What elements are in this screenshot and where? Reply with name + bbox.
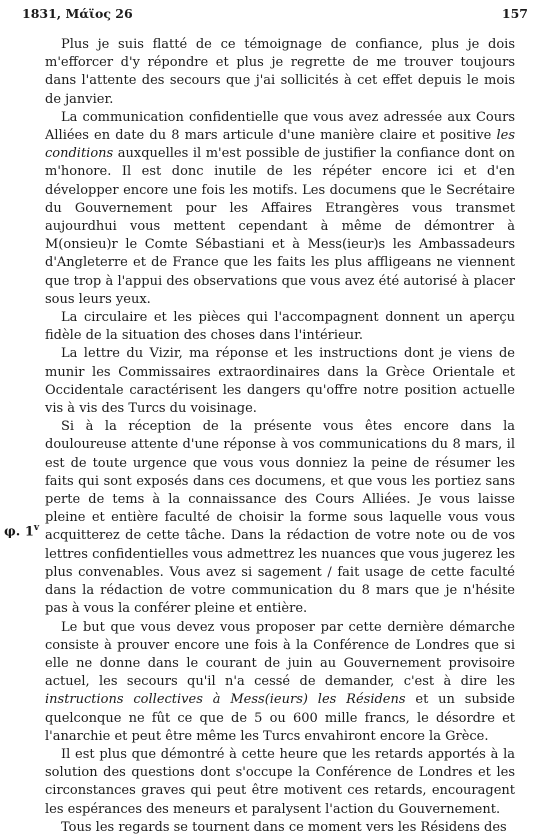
folio-label: φ. 1 — [4, 524, 34, 540]
paragraph — [45, 309, 515, 345]
text-run: Si à la réception de la présente vous êtes encore dans la douloureuse attente d'une réponse à vos communications du 8 mars, il est de toute urgence que vous vous donniez la peine de résumer les faits qui sont exposés dans ces documens, et que vous les portiez sans perte de tems à la connaissance des Cours Alliées. Je vous laisse pleine et entière faculté de choisir la forme sous laquelle vous vous acquitterez de cette tâche. Dans la rédaction de votre note ou de vos lettres confidentielles vous admettrez les nuances que vous jugerez les plus convenables. Vous avez si sagement / fait usage de cette faculté dans la rédaction de votre communication du 8 mars que je n'hésite pas à vous la conférer pleine et entière. — [45, 419, 515, 617]
text-run: La circulaire et les pièces qui l'accompagnent donnent un aperçu fidèle de la situation des choses dans l'intérieur. — [45, 310, 515, 344]
text-run: La lettre du Vizir, ma réponse et les instructions dont je viens de munir les Commissaires extraordinaires dans la Grèce Orientale et Occidentale caractérisent les dangers qu'offre notre position actuelle vis à vis des Turcs du voisinage. — [45, 346, 515, 417]
letter-body — [45, 36, 515, 837]
text-run: La communication confidentielle que vous avez adressée aux Cours Alliées en date du 8 mars articule d'une manière claire et positive — [45, 109, 515, 144]
folio-verso: v — [33, 523, 40, 533]
margin-folio-note — [4, 523, 39, 539]
paragraph — [45, 345, 515, 418]
text-run: Le but que vous devez vous proposer par cette dernière démarche consiste à prouver encore une fois à la Conférence de Londres que si elle ne donne dans le courant de juin au Gouvernement provisoire actuel, les secours qu'il n'a cessé de demander, c'est à dire les — [45, 619, 515, 690]
paragraph — [45, 819, 515, 837]
running-header — [22, 6, 528, 26]
paragraph — [45, 36, 515, 109]
text-run: et un subside quelconque ne fût ce que de 5 ou 600 mille francs, le désordre et l'anarchie et peut être même les Turcs envahiront encore la Grèce. — [45, 692, 515, 744]
header-date: 1831, Μάϊος 26 — [22, 6, 133, 21]
text-run: Il est plus que démontré à cette heure que les retards apportés à la solution des questions dont s'occupe la Conférence de Londres et les circonstances graves qui peut être motivent ces retards, encouragent les espérances des meneurs et paralysent l'action du Gouvernement. — [45, 746, 515, 817]
italic-text: instructions collectives à Mess(ieurs) les Résidens — [45, 692, 406, 708]
text-run: Plus je suis flatté de ce témoignage de confiance, plus je dois m'efforcer d'y répondre et plus je regrette de me trouver toujours dans l'attente des secours que j'ai sollicités à cet effet depuis le mois de janvier. — [45, 37, 515, 107]
paragraph — [45, 619, 515, 746]
paragraph — [45, 418, 515, 618]
paragraph — [45, 109, 515, 309]
text-run: auxquelles il m'est possible de justifier la confiance dont on m'honore. Il est donc inutile de les répéter encore ici et d'en développer encore une fois les motifs. Les documens que le Secrétaire du Gouvernement pour les Affaires Etrangères vous transmet aujourdhui vous mettent cependant à même de démontrer à M(onsieu)r le Comte Sébastiani et à Mess(ieur)s les Ambassadeurs d'Angleterre et de France que les faits les plus affligeans ne viennent que trop à l'appui des observations que vous avez été autorisé à placer sous leurs yeux. — [45, 146, 515, 307]
italic-text: les conditions — [45, 128, 515, 162]
paragraph — [45, 746, 515, 819]
page-number: 157 — [501, 6, 528, 21]
text-run: Tous les regards se tournent dans ce moment vers les Résidens des — [61, 819, 507, 835]
